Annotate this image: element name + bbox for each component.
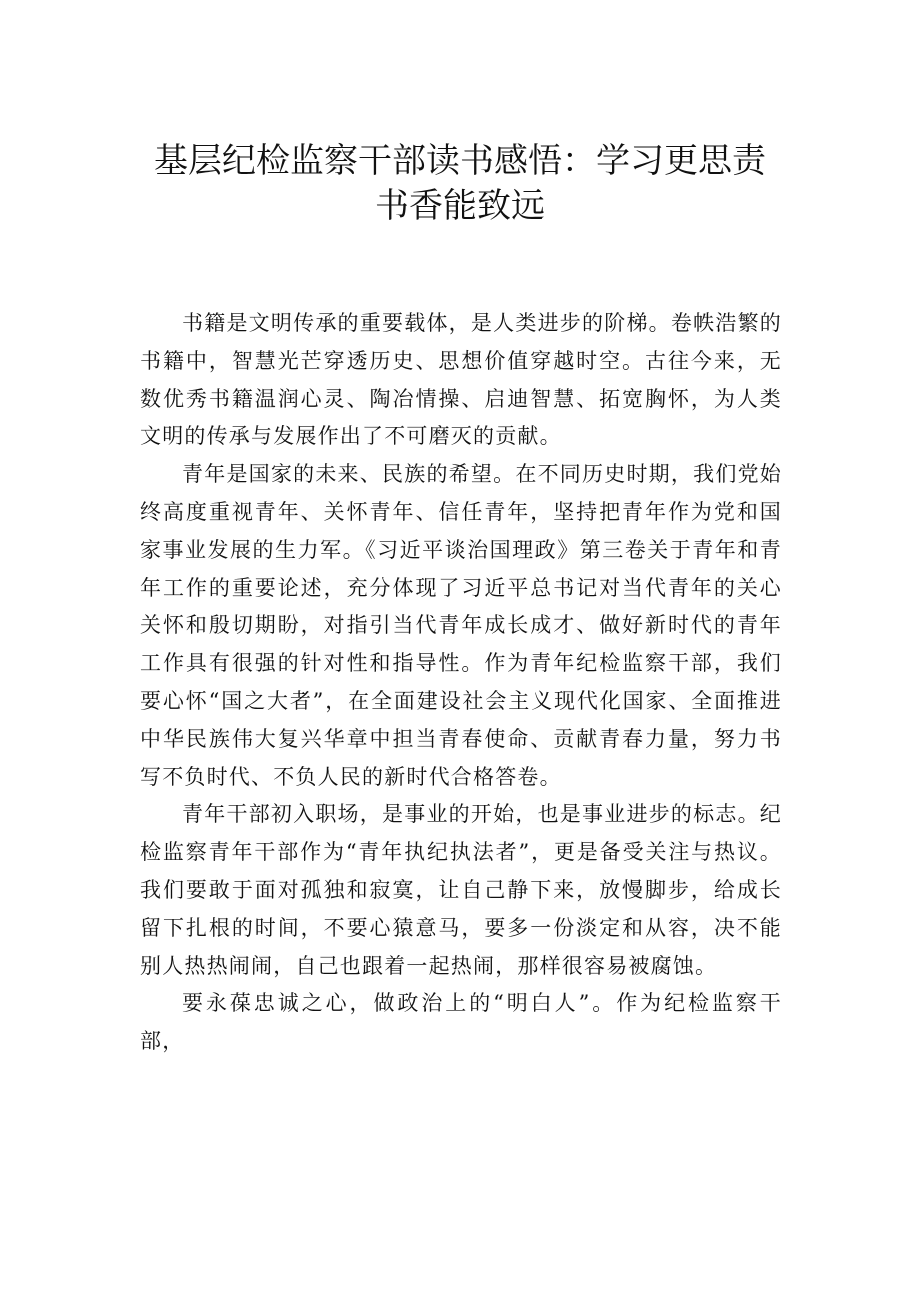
paragraph-3: 青年干部初入职场，是事业的开始，也是事业进步的标志。纪检监察青年干部作为“青年执纪执法者”，更是备受关注与热议。我们要敢于面对孤独和寂寞，让自己静下来，放慢脚步，给成长留下扎根的时间，不要心猿意马，要多一份淡定和从容，决不能别人热热闹闹，自己也跟着一起热闹，那样很容易被腐蚀。 <box>140 802 782 978</box>
document-title-line-2: 书香能致远 <box>375 186 545 226</box>
paragraph-1: 书籍是文明传承的重要载体，是人类进步的阶梯。卷帙浩繁的书籍中，智慧光芒穿透历史、思想价值穿越时空。古往今来，无数优秀书籍温润心灵、陶冶情操、启迪智慧、拓宽胸怀，为人类文明的传承与发展作出了不可磨灭的贡献。 <box>140 311 782 449</box>
paragraph-4: 要永葆忠诚之心，做政治上的“明白人”。作为纪检监察干部， <box>140 991 782 1054</box>
document-title-line-1: 基层纪检监察干部读书感悟：学习更思责 <box>154 141 766 181</box>
document-body <box>140 305 782 1061</box>
paragraph-2: 青年是国家的未来、民族的希望。在不同历史时期，我们党始终高度重视青年、关怀青年、信任青年，坚持把青年作为党和国家事业发展的生力军。《习近平谈治国理政》第三卷关于青年和青年工作的重要论述，充分体现了习近平总书记对当代青年的关心关怀和殷切期盼，对指引当代青年成长成才、做好新时代的青年工作具有很强的针对性和指导性。作为青年纪检监察干部，我们要心怀“国之大者”，在全面建设社会主义现代化国家、全面推进中华民族伟大复兴华章中担当青春使命、贡献青春力量，努力书写不负时代、不负人民的新时代合格答卷。 <box>140 462 782 789</box>
